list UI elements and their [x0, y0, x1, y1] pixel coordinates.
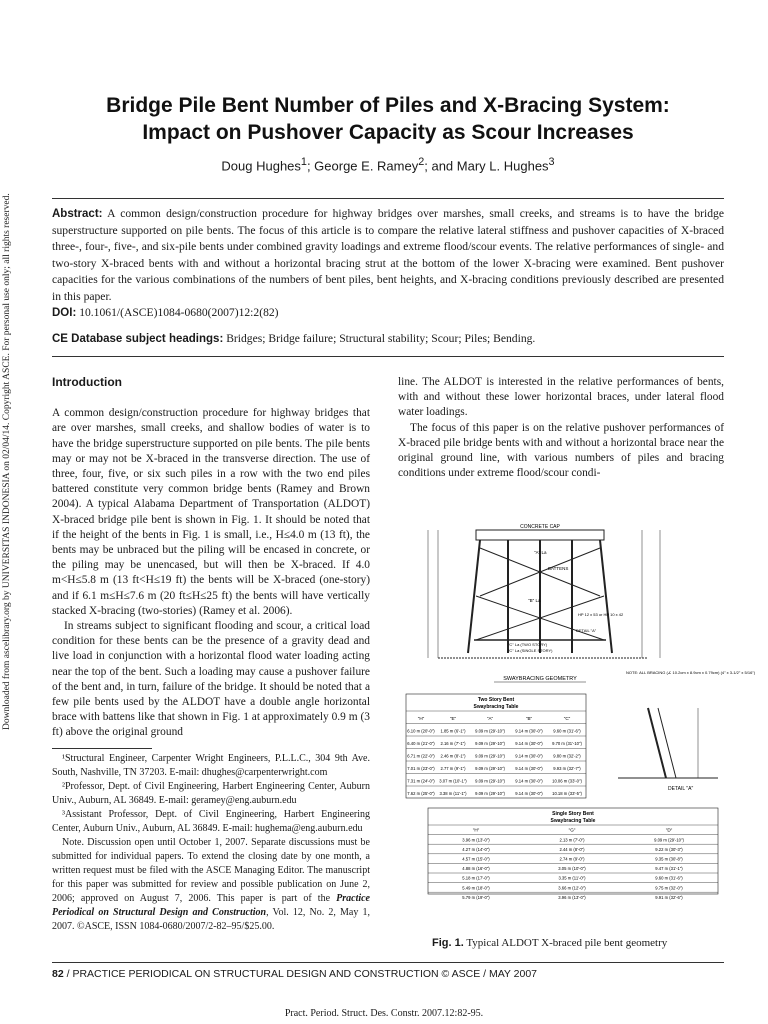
figure-1	[398, 478, 756, 938]
table-cell: 5.79 m (19'-0")	[462, 894, 490, 900]
table-cell: 9.09 m (29'-10")	[475, 765, 505, 771]
table-cell: 9.14 m (30'-0")	[515, 740, 543, 746]
body-paragraph: The focus of this paper is on the relative pushover performances of X-braced pile bridge bents with and without a horizontal brace near the original ground line, with various numbers of piles and bracing conditions under extreme flood/scour condi-	[398, 421, 724, 480]
table-cell: 9.22 m (30'-3")	[655, 846, 683, 852]
table-cell: 9.09 m (29'-10")	[475, 740, 505, 746]
table-cell: 7.62 m (25'-0")	[407, 790, 435, 796]
brace-a-label: "A" La	[534, 550, 547, 555]
table-cell: 9.93 m (32'-7")	[553, 765, 581, 771]
section-heading-introduction: Introduction	[52, 375, 122, 389]
brace-c-label: "C" La (TWO STORY)	[508, 642, 548, 647]
table-cell: 6.40 m (21'-0")	[407, 740, 435, 746]
right-column	[398, 375, 724, 481]
table-subtitle: Swaybracing Table	[473, 704, 519, 710]
citation-line: Pract. Period. Struct. Des. Constr. 2007.12:82-95.	[284, 1008, 484, 1019]
table-header-cell: "B"	[525, 715, 533, 721]
table-cell: 9.14 m (30'-0")	[515, 728, 543, 734]
body-paragraph: A common design/construction procedure for highway bridges that are over marshes, small creeks, and shallow bodies of water is to have the bridge superstructure supported on pile bents. The pile bents may or may not be X-braced in the transverse direction. The use of three, four, five, or six such piles in a row with the two end piles battered constitute very common bridge bents (Ramey and Brown 2004). A typical Alabama Department of Transportation (ALDOT) X-braced bridge pile bent is shown in Fig. 1. It should be noted that if the height of the bents in Fig. 1 is small, i.e., H≤4.0 m (13 ft), the bents may be unbraced but the piling will be encased in concrete, or the piling may be unencased, but will then be X-braced. If 4.0 m<H≤5.8 m (13 ft<H≤19 ft) the bents will be X-braced (one-story) and if 6.1 m≤H≤7.6 m (20 ft≤H≤25 ft) the bents will have vertically stacked X-bracing (two-stories) (Ramey et al. 2006).	[52, 407, 370, 617]
pile-bent-drawing	[398, 478, 756, 938]
detail-a-ref: DETAIL "A"	[576, 628, 597, 633]
author-list	[52, 156, 724, 173]
table-cell: 2.77 m (9'-1")	[440, 765, 466, 771]
table-cell: 2.16 m (7'-1")	[440, 740, 466, 746]
subject-headings	[52, 332, 724, 345]
table-cell: 4.27 m (14'-0")	[462, 846, 490, 852]
table-header-cell: "G"	[568, 827, 576, 833]
table-cell: 10.18 m (33'-5")	[552, 790, 582, 796]
table-cell: 9.14 m (30'-0")	[515, 778, 543, 784]
table-cell: 9.14 m (30'-0")	[515, 753, 543, 759]
table-subtitle: Swaybracing Table	[550, 818, 596, 824]
footnote: ¹Structural Engineer, Carpenter Wright Engineers, P.L.L.C., 304 9th Ave. South, Nashville, TN 37203. E-mail: dhughes@carpenterwright.com	[52, 753, 370, 778]
table-cell: 9.80 m (32'-2")	[553, 753, 581, 759]
subject-headings-text: Bridges; Bridge failure; Structural stability; Scour; Piles; Bending.	[226, 332, 536, 345]
table-cell: 10.06 m (33'-0")	[552, 778, 582, 784]
detail-pile	[648, 708, 666, 778]
table-cell: 2.44 m (8'-0")	[559, 846, 585, 852]
detail-a-drawing	[618, 708, 718, 792]
table-cell: 2.74 m (9'-0")	[559, 856, 585, 862]
single-story-table	[428, 808, 718, 900]
download-stamp	[2, 193, 16, 730]
doi-link[interactable]: 10.1061/(ASCE)1084-0680(2007)12:2(82)	[79, 306, 279, 319]
footer-text: / PRACTICE PERIODICAL ON STRUCTURAL DESIGN AND CONSTRUCTION © ASCE / MAY 2007	[63, 968, 538, 980]
table-cell: 9.09 m (29'-10")	[475, 790, 505, 796]
paper-title	[52, 92, 724, 146]
table-cell: 9.09 m (29'-10")	[475, 753, 505, 759]
doi-label: DOI:	[52, 307, 77, 319]
title-line-2: Impact on Pushover Capacity as Scour Increases	[142, 121, 634, 144]
table-cell: 3.05 m (10'-0")	[558, 866, 586, 872]
footnote: ³Assistant Professor, Dept. of Civil Engineering, Harbert Engineering Center, Auburn Univ., Auburn, AL 36849. E-mail: hughema@eng.auburn.edu	[52, 809, 370, 834]
footnotes	[52, 752, 370, 934]
body-paragraph: In streams subject to significant flooding and scour, a critical load condition for these bents can be the presence of a gravity dead and live load in conjunction with a horizontal flood water loading acting near the top of the bent. Such a loading may cause a pushover failure of the bent and, in turn, failure of the bridge. It should be noted that a few pile bents used by the ALDOT have a double angle horizontal brace with battens like that shown in Fig. 1 at approximately 0.9 m (3 ft) above the original ground	[52, 620, 370, 739]
table-cell: 3.35 m (11'-0")	[558, 875, 586, 881]
brace-b-label: "B" La	[528, 598, 541, 603]
table-cell: 3.38 m (11'-1")	[439, 790, 467, 796]
footer-rule	[52, 962, 724, 963]
table-cell: 4.57 m (15'-0")	[462, 856, 490, 862]
table-cell: 9.91 m (32'-6")	[655, 894, 683, 900]
discussion-note	[52, 836, 370, 934]
table-cell: 9.70 m (31'-10")	[552, 740, 582, 746]
brace-c-label-single: "C" La (SINGLE STORY)	[508, 648, 553, 653]
table-header-cell: "D"	[665, 827, 673, 833]
table-title: Two Story Bent	[477, 697, 515, 703]
table-cell: 3.66 m (12'-0")	[558, 885, 586, 891]
table-cell: 1.85 m (6'-1")	[440, 728, 466, 734]
title-line-1: Bridge Pile Bent Number of Piles and X-Bracing System:	[106, 94, 670, 117]
author-name: Mary L. Hughes	[456, 158, 549, 174]
footnote: ²Professor, Dept. of Civil Engineering, Harbert Engineering Center, Auburn Univ., Auburn, AL 36849. E-mail: geramey@eng.auburn.edu	[52, 781, 370, 806]
figure-caption-text: Typical ALDOT X-braced pile bent geometry	[466, 937, 668, 949]
footnote-rule	[52, 748, 152, 749]
subject-headings-label: CE Database subject headings:	[52, 333, 224, 345]
table-cell: 3.07 m (10'-1")	[439, 778, 467, 784]
table-cell: 9.75 m (32'-0")	[655, 885, 683, 891]
journal-name: Practice Periodical on Structural Design and Construction	[52, 893, 370, 918]
table-cell: 9.14 m (30'-0")	[515, 790, 543, 796]
table-cell: 5.18 m (17'-0")	[462, 875, 490, 881]
note-text: Note. Discussion open until October 1, 2007. Separate discussions must be submitted for individual papers. To extend the closing date by one month, a written request must be filed with the ASCE Managing Editor. The manuscript for this paper was submitted for review and possible publication on June 2, 2006; approved on August 7, 2006. This paper is part of the	[52, 837, 370, 904]
author-separator: ;	[306, 158, 315, 174]
figure-caption	[432, 937, 667, 949]
abstract	[52, 206, 724, 305]
table-cell: 9.09 m (29'-10")	[475, 778, 505, 784]
detail-pile-edge	[658, 708, 676, 778]
left-column	[52, 375, 370, 741]
doi-line	[52, 306, 724, 319]
table-cell: 5.49 m (18'-0")	[462, 885, 490, 891]
concrete-cap-label: CONCRETE CAP	[520, 524, 560, 530]
table-cell: 2.46 m (8'-1")	[440, 753, 466, 759]
table-header-cell: "H"	[472, 827, 480, 833]
table-cell: 9.35 m (30'-8")	[655, 856, 683, 862]
table-header-cell: "H"	[417, 715, 425, 721]
table-cell: 9.09 m (29'-10")	[475, 728, 505, 734]
two-story-table	[406, 694, 586, 798]
hp-label: HP 12 x 53 or HP 10 x 42	[578, 612, 624, 617]
page-number: 82	[52, 968, 64, 980]
battens-label: BATTENS	[548, 566, 569, 571]
detail-a-label: DETAIL "A"	[668, 786, 694, 792]
page-footer	[52, 968, 537, 980]
table-header-cell: "A"	[486, 715, 494, 721]
table-cell: 9.14 m (30'-0")	[515, 765, 543, 771]
author-separator: ; and	[424, 158, 457, 174]
bracing-note: NOTE: ALL BRACING (∠ 10.2cm x 8.9cm x 0.79cm) (4" x 3-1/2" x 5/16")	[626, 670, 756, 675]
concrete-cap	[476, 530, 604, 540]
abstract-label: Abstract:	[52, 208, 103, 220]
table-cell: 2.13 m (7'-0")	[559, 837, 585, 843]
table-header-cell: "E"	[449, 715, 457, 721]
table-cell: 9.60 m (31'-6")	[553, 728, 581, 734]
table-cell: 6.71 m (22'-0")	[407, 753, 435, 759]
table-cell: 7.01 m (23'-0")	[407, 765, 435, 771]
author-affiliation-mark: 2	[418, 156, 425, 168]
table-cell: 9.47 m (31'-1")	[655, 866, 683, 872]
table-cell: 9.60 m (31'-6")	[655, 875, 683, 881]
note-text: , Vol. 12, No. 2, May 1, 2007. ©ASCE, ISSN 1084-0680/2007/2-82–95/$25.00.	[52, 907, 370, 932]
abstract-text: A common design/construction procedure for highway bridges over marshes, small creeks, and streams is to have the bridge superstructure supported on pile bents. The focus of this article is to compare the relative lateral stiffness and pushover capacities of X-braced three-, four-, five-, and six-pile bents under combined gravity loadings and extreme flood/scour events. The relative performances of single- and two-story X-braced bents with and without a horizontal bracing strut at the bottom of the lower X-bracing were examined. Bent pushover capacities for the various combinations of the numbers of bent piles, bent heights, and X-bracing conditions previously described are presented in this paper.	[52, 207, 724, 303]
table-cell: 4.88 m (16'-0")	[462, 866, 490, 872]
download-stamp-text: Downloaded from ascelibrary.org by UNIVERSITAS INDONESIA on 02/04/14. Copyright ASCE. For personal use only; all rights reserved.	[2, 193, 12, 730]
author-affiliation-mark: 1	[300, 156, 307, 168]
table-cell: 3.96 m (13'-0")	[558, 894, 586, 900]
table-cell: 7.31 m (24'-0")	[407, 778, 435, 784]
author-name: Doug Hughes	[221, 158, 301, 174]
table-cell: 9.09 m (29'-10")	[654, 837, 684, 843]
header-rule	[52, 198, 724, 199]
geometry-title: SWAYBRACING GEOMETRY	[503, 676, 577, 682]
table-cell: 3.96 m (13'-0")	[462, 837, 490, 843]
table-title: Single Story Bent	[552, 811, 594, 817]
table-header-cell: "C"	[563, 715, 571, 721]
body-paragraph: line. The ALDOT is interested in the relative performances of bents, with and without these lower horizontal braces, under lateral flood water loadings.	[398, 376, 724, 419]
author-name: George E. Ramey	[314, 158, 419, 174]
figure-label: Fig. 1.	[432, 937, 464, 949]
abstract-rule	[52, 356, 724, 357]
author-affiliation-mark: 3	[548, 156, 555, 168]
table-cell: 6.10 m (20'-0")	[407, 728, 435, 734]
